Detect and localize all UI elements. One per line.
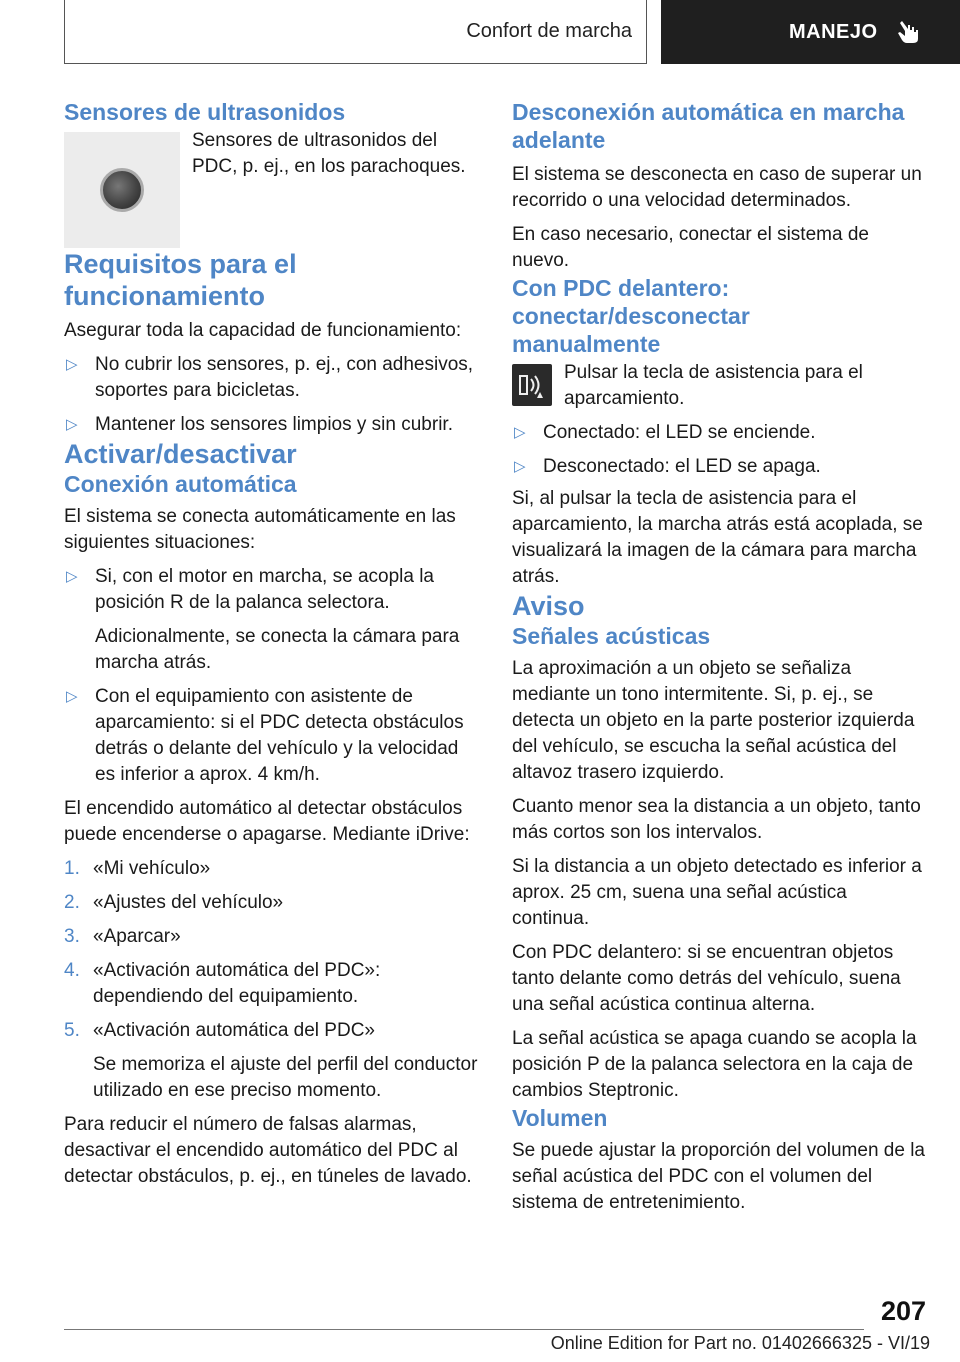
triangle-bullet-icon: ▷ <box>66 688 78 705</box>
signals-paragraph: Si la distancia a un objeto detectado es inferior a aprox. 25 cm, suena una señal acústica continua. <box>512 856 922 929</box>
park-button-text: Pulsar la tecla de asistencia para el aparcamiento. <box>564 362 863 409</box>
auto-connect-text: El sistema se conecta automáticamente en las siguientes situaciones: <box>64 506 456 553</box>
acoustic-signals-heading: Señales acústicas <box>512 623 711 649</box>
activate-heading: Activar/desactivar <box>64 439 297 469</box>
step-item: 1. «Mi vehículo» <box>64 858 211 879</box>
list-item: ▷ Con el equipamiento con asistente de aparcamiento: si el PDC detecta obstáculos detrás o delante del vehículo y la velocidad es inferior a aprox. 4 km/h. <box>64 684 480 788</box>
front-pdc-heading: Con PDC delantero: conectar/desconectar manualmente <box>512 275 750 357</box>
park-button-figure <box>512 364 928 412</box>
volume-text: Se puede ajustar la proporción del volumen de la señal acústica del PDC con el volumen del sistema de entretenimiento. <box>512 1140 925 1213</box>
notice-heading: Aviso <box>512 591 585 621</box>
reconnect-text: En caso necesario, conectar el sistema de nuevo. <box>512 224 869 271</box>
sensors-figure <box>64 132 480 248</box>
step-item: 2. «Ajustes del vehículo» <box>64 892 284 913</box>
step-item: 4. «Activación automática del PDC»: dependiendo del equipamiento. <box>64 960 381 1007</box>
false-alarm-text: Para reducir el número de falsas alarmas, desactivar el encendido automático del PDC al detectar obstáculos, p. ej., en túneles de lavado. <box>64 1114 472 1187</box>
list-item: ▷ Mantener los sensores limpios y sin cubrir. <box>64 412 480 438</box>
triangle-bullet-icon: ▷ <box>66 416 78 433</box>
section-tab <box>64 0 647 64</box>
section-title: Confort de marcha <box>466 20 632 42</box>
reverse-camera-text: Si, al pulsar la tecla de asistencia para el aparcamiento, la marcha atrás está acoplada, se visualizará la imagen de la cámara para marcha atrás. <box>512 488 923 587</box>
chapter-title: MANEJO <box>789 20 878 43</box>
list-item: ▷ No cubrir los sensores, p. ej., con adhesivos, soportes para bicicletas. <box>64 352 480 404</box>
left-column <box>64 98 480 1190</box>
page-number: 207 <box>880 1296 926 1326</box>
chapter-tab <box>661 0 960 64</box>
edition-text: Online Edition for Part no. 01402666325 - VI/19 <box>550 1333 930 1353</box>
requirements-heading: Requisitos para el funcionamiento <box>64 249 297 311</box>
auto-connect-heading: Conexión automática <box>64 471 297 497</box>
list-item: ▷ Conectado: el LED se enciende. <box>512 420 928 446</box>
signals-paragraph: La aproximación a un objeto se señaliza mediante un tono intermitente. Si, p. ej., se detecta un objeto en la parte posterior izquierda del vehículo, se escucha la señal acústica del altavoz trasero izquierdo. <box>512 658 915 783</box>
footer-divider <box>64 1329 864 1330</box>
auto-disconnect-text: El sistema se desconecta en caso de superar un recorrido o una velocidad determinados. <box>512 164 922 211</box>
park-assist-symbol-icon <box>517 370 547 400</box>
auto-disconnect-heading: Desconexión automática en marcha adelante <box>512 99 905 153</box>
triangle-bullet-icon: ▷ <box>66 356 78 373</box>
triangle-bullet-icon: ▷ <box>514 458 526 475</box>
right-column <box>512 98 928 1216</box>
triangle-bullet-icon: ▷ <box>514 424 526 441</box>
ultrasonic-sensor-image <box>64 132 180 248</box>
signals-paragraph: Con PDC delantero: si se encuentran objetos tanto delante como detrás del vehículo, suena una señal acústica continua alterna. <box>512 942 901 1015</box>
hand-pointer-icon <box>896 19 920 45</box>
step-item: 5. «Activación automática del PDC» Se memoriza el ajuste del perfil del conductor utilizado en ese preciso momento. <box>64 1020 478 1101</box>
list-item: ▷ Desconectado: el LED se apaga. <box>512 454 928 480</box>
list-item: ▷ Si, con el motor en marcha, se acopla la posición R de la palanca selectora. Adicionalmente, se conecta la cámara para marcha atrás. <box>64 564 480 676</box>
sensor-icon <box>100 168 144 212</box>
park-assist-button-icon <box>512 364 552 406</box>
sensors-text: Sensores de ultrasonidos del PDC, p. ej., en los parachoques. <box>192 130 466 177</box>
signals-paragraph: Cuanto menor sea la distancia a un objeto, tanto más cortos son los intervalos. <box>512 796 921 843</box>
signals-paragraph: La señal acústica se apaga cuando se acopla la posición P de la palanca selectora en la caja de cambios Steptronic. <box>512 1028 917 1101</box>
requirements-text: Asegurar toda la capacidad de funcionamiento: <box>64 320 462 341</box>
volume-heading: Volumen <box>512 1105 608 1131</box>
step-item: 3. «Aparcar» <box>64 926 181 947</box>
page-header <box>64 0 960 66</box>
triangle-bullet-icon: ▷ <box>66 568 78 585</box>
sensors-heading: Sensores de ultrasonidos <box>64 99 346 125</box>
idrive-text: El encendido automático al detectar obstáculos puede encenderse o apagarse. Mediante iDrive: <box>64 798 470 845</box>
